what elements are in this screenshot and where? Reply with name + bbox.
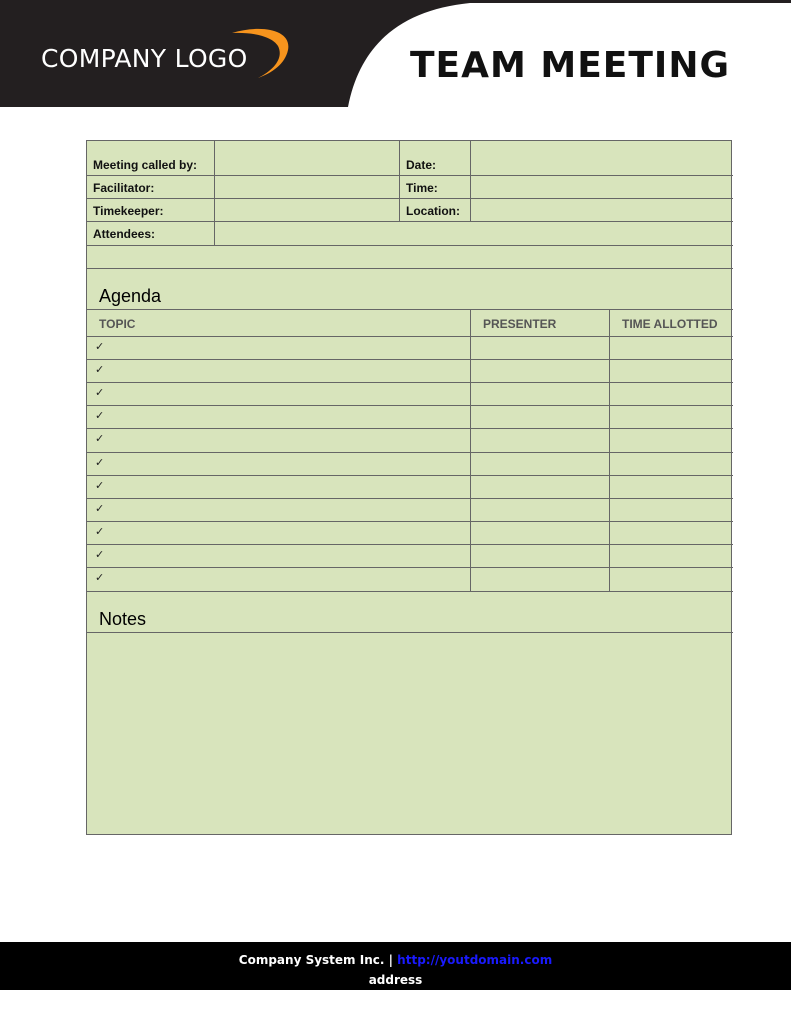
footer-company: Company System Inc. | bbox=[238, 953, 393, 967]
divider bbox=[87, 567, 733, 568]
divider bbox=[87, 475, 733, 476]
topic-column-header: TOPIC bbox=[99, 317, 136, 331]
divider bbox=[470, 141, 471, 221]
divider bbox=[87, 428, 733, 429]
divider bbox=[87, 198, 733, 199]
check-icon: ✓ bbox=[95, 525, 105, 538]
divider bbox=[87, 245, 733, 246]
footer-company-line bbox=[0, 953, 791, 967]
check-icon: ✓ bbox=[95, 456, 105, 469]
divider bbox=[87, 632, 733, 633]
time-field[interactable] bbox=[472, 177, 731, 197]
notes-area[interactable] bbox=[88, 634, 731, 833]
page-title: TEAM MEETING bbox=[410, 45, 731, 86]
called-by-label: Meeting called by: bbox=[93, 158, 198, 172]
called-by-field[interactable] bbox=[216, 142, 398, 174]
divider bbox=[87, 452, 733, 453]
divider bbox=[214, 141, 215, 245]
presenter-column-header: PRESENTER bbox=[483, 317, 557, 331]
divider bbox=[470, 309, 471, 591]
company-logo: COMPANY LOGO bbox=[41, 44, 248, 73]
facilitator-label: Facilitator: bbox=[93, 181, 155, 195]
divider bbox=[87, 359, 733, 360]
agenda-title: Agenda bbox=[99, 286, 162, 306]
time-allotted-column-header: TIME ALLOTTED bbox=[622, 317, 718, 331]
attendees-label: Attendees: bbox=[93, 227, 156, 241]
divider bbox=[87, 498, 733, 499]
divider bbox=[87, 382, 733, 383]
location-label: Location: bbox=[406, 204, 460, 218]
meeting-form bbox=[86, 140, 732, 835]
notes-title: Notes bbox=[99, 609, 147, 629]
divider bbox=[87, 309, 733, 310]
attendees-field[interactable] bbox=[216, 223, 731, 244]
footer-url-link[interactable]: http://youtdomain.com bbox=[397, 953, 553, 967]
check-icon: ✓ bbox=[95, 363, 105, 376]
check-icon: ✓ bbox=[95, 386, 105, 399]
check-icon: ✓ bbox=[95, 432, 105, 445]
check-icon: ✓ bbox=[95, 571, 105, 584]
date-field[interactable] bbox=[472, 142, 731, 174]
divider bbox=[87, 591, 733, 592]
divider bbox=[87, 268, 733, 269]
check-icon: ✓ bbox=[95, 479, 105, 492]
timekeeper-label: Timekeeper: bbox=[93, 204, 164, 218]
divider bbox=[87, 221, 733, 222]
facilitator-field[interactable] bbox=[216, 177, 398, 197]
check-icon: ✓ bbox=[95, 340, 105, 353]
divider bbox=[87, 405, 733, 406]
time-label: Time: bbox=[406, 181, 438, 195]
divider bbox=[609, 309, 610, 591]
date-label: Date: bbox=[406, 158, 437, 172]
footer bbox=[0, 942, 791, 990]
divider bbox=[87, 521, 733, 522]
divider bbox=[87, 544, 733, 545]
location-field[interactable] bbox=[472, 200, 731, 220]
divider bbox=[399, 141, 400, 221]
check-icon: ✓ bbox=[95, 548, 105, 561]
footer-address: address bbox=[368, 973, 423, 987]
check-icon: ✓ bbox=[95, 502, 105, 515]
timekeeper-field[interactable] bbox=[216, 200, 398, 220]
divider bbox=[87, 175, 733, 176]
divider bbox=[87, 336, 733, 337]
check-icon: ✓ bbox=[95, 409, 105, 422]
